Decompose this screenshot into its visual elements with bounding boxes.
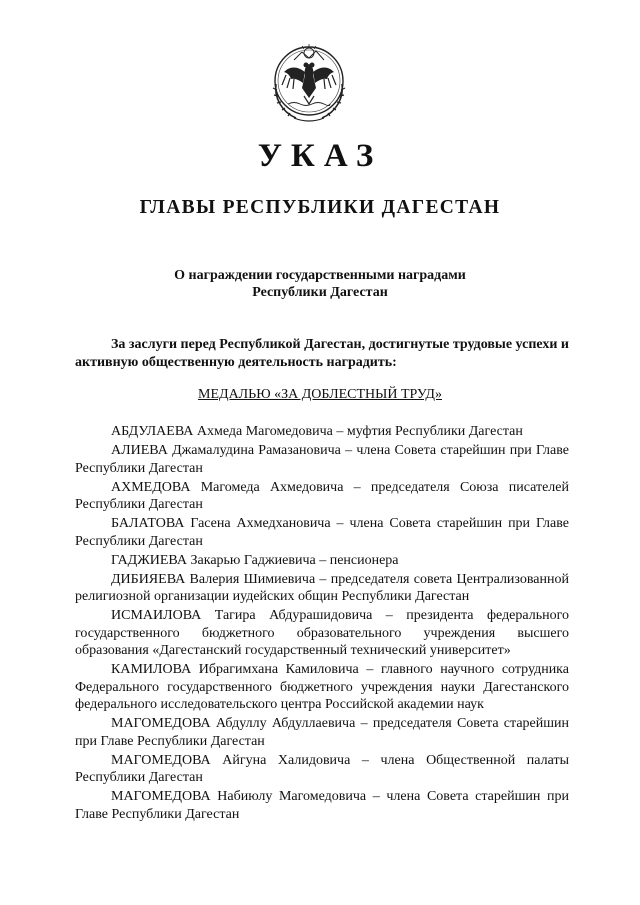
decree-heading-line-2: Республики Дагестан <box>252 285 388 300</box>
awardee-item: АБДУЛАЕВА Ахмеда Магомедовича – муфтия Республики Дагестан <box>111 424 523 439</box>
awardee-item: МАГОМЕДОВА Айгуна Халидовича – члена Общественной палаты Республики Дагестан <box>75 752 569 785</box>
award-title <box>0 386 640 404</box>
decree-heading-line-1: О награждении государственными наградами <box>174 268 466 283</box>
awardee-item: БАЛАТОВА Гасена Ахмедхановича – члена Совета старейшин при Главе Республики Дагестан <box>75 516 569 549</box>
republic-of-dagestan-coat-of-arms-icon <box>264 38 354 124</box>
award-title-text: МЕДАЛЬЮ «ЗА ДОБЛЕСТНЫЙ ТРУД» <box>198 387 442 402</box>
awardee-item: ГАДЖИЕВА Закарью Гаджиевича – пенсионера <box>111 552 399 568</box>
decree-heading <box>0 267 640 301</box>
awardee-item: ДИБИЯЕВА Валерия Шимиевича – председателя совета Централизованной религиозной организации иудейских общин Республики Дагестан <box>75 571 569 604</box>
decree-preamble: За заслуги перед Республикой Дагестан, достигнутые трудовые успехи и активную общественную деятельность наградить: <box>75 337 569 370</box>
awardee-item: МАГОМЕДОВА Абдуллу Абдуллаевича – председателя Совета старейшин при Главе Республики Дагестан <box>75 716 569 749</box>
document-title: УКАЗ <box>257 138 383 174</box>
awardee-item: ИСМАИЛОВА Тагира Абдурашидовича – президента федерального государственного бюджетного образовательного учреждения высшего образования «Дагестанский государственный технический университет» <box>75 608 569 658</box>
document-subtitle: ГЛАВЫ РЕСПУБЛИКИ ДАГЕСТАН <box>139 197 501 218</box>
awardee-item: АХМЕДОВА Магомеда Ахмедовича – председателя Союза писателей Республики Дагестан <box>75 479 569 512</box>
awardee-item: КАМИЛОВА Ибрагимхана Камиловича – главного научного сотрудника Федерального государственного бюджетного учреждения науки Дагестанского федерального исследовательского центра Российской академии наук <box>75 662 569 712</box>
awardee-item: МАГОМЕДОВА Набиюлу Магомедовича – члена Совета старейшин при Главе Республики Дагестан <box>75 789 569 822</box>
awardee-item: АЛИЕВА Джамалудина Рамазановича – члена Совета старейшин при Главе Республики Дагестан <box>75 443 569 476</box>
awardee-list <box>75 423 569 825</box>
